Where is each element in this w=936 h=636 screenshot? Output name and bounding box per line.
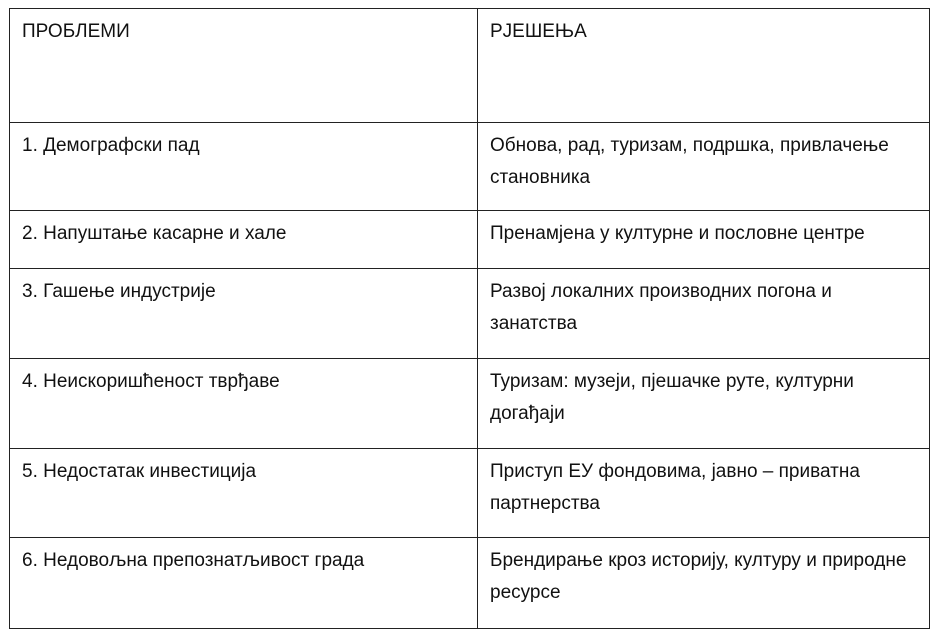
problem-cell: 2. Напуштање касарне и хале bbox=[10, 211, 478, 269]
table-row bbox=[10, 123, 930, 211]
table-row bbox=[10, 359, 930, 449]
table-row bbox=[10, 211, 930, 269]
header-solutions: РЈЕШЕЊА bbox=[478, 9, 930, 123]
solution-cell: Пренамјена у културне и пословне центре bbox=[478, 211, 930, 269]
problem-cell: 6. Недовољна препознатљивост града bbox=[10, 538, 478, 629]
problem-cell: 4. Неискоришћеност тврђаве bbox=[10, 359, 478, 449]
problem-cell: 3. Гашење индустрије bbox=[10, 269, 478, 359]
table-header-row bbox=[10, 9, 930, 123]
problem-cell: 1. Демографски пад bbox=[10, 123, 478, 211]
table-row bbox=[10, 269, 930, 359]
table-row bbox=[10, 449, 930, 538]
problem-cell: 5. Недостатак инвестиција bbox=[10, 449, 478, 538]
solution-cell: Приступ ЕУ фондовима, јавно – приватна партнерства bbox=[478, 449, 930, 538]
table-row bbox=[10, 538, 930, 629]
solution-cell: Брендирање кроз историју, културу и природне ресурсе bbox=[478, 538, 930, 629]
header-problems: ПРОБЛЕМИ bbox=[10, 9, 478, 123]
solution-cell: Развој локалних производних погона и занатства bbox=[478, 269, 930, 359]
problems-solutions-table bbox=[9, 8, 930, 629]
solution-cell: Обнова, рад, туризам, подршка, привлачење становника bbox=[478, 123, 930, 211]
solution-cell: Туризам: музеји, пјешачке руте, културни догађаји bbox=[478, 359, 930, 449]
